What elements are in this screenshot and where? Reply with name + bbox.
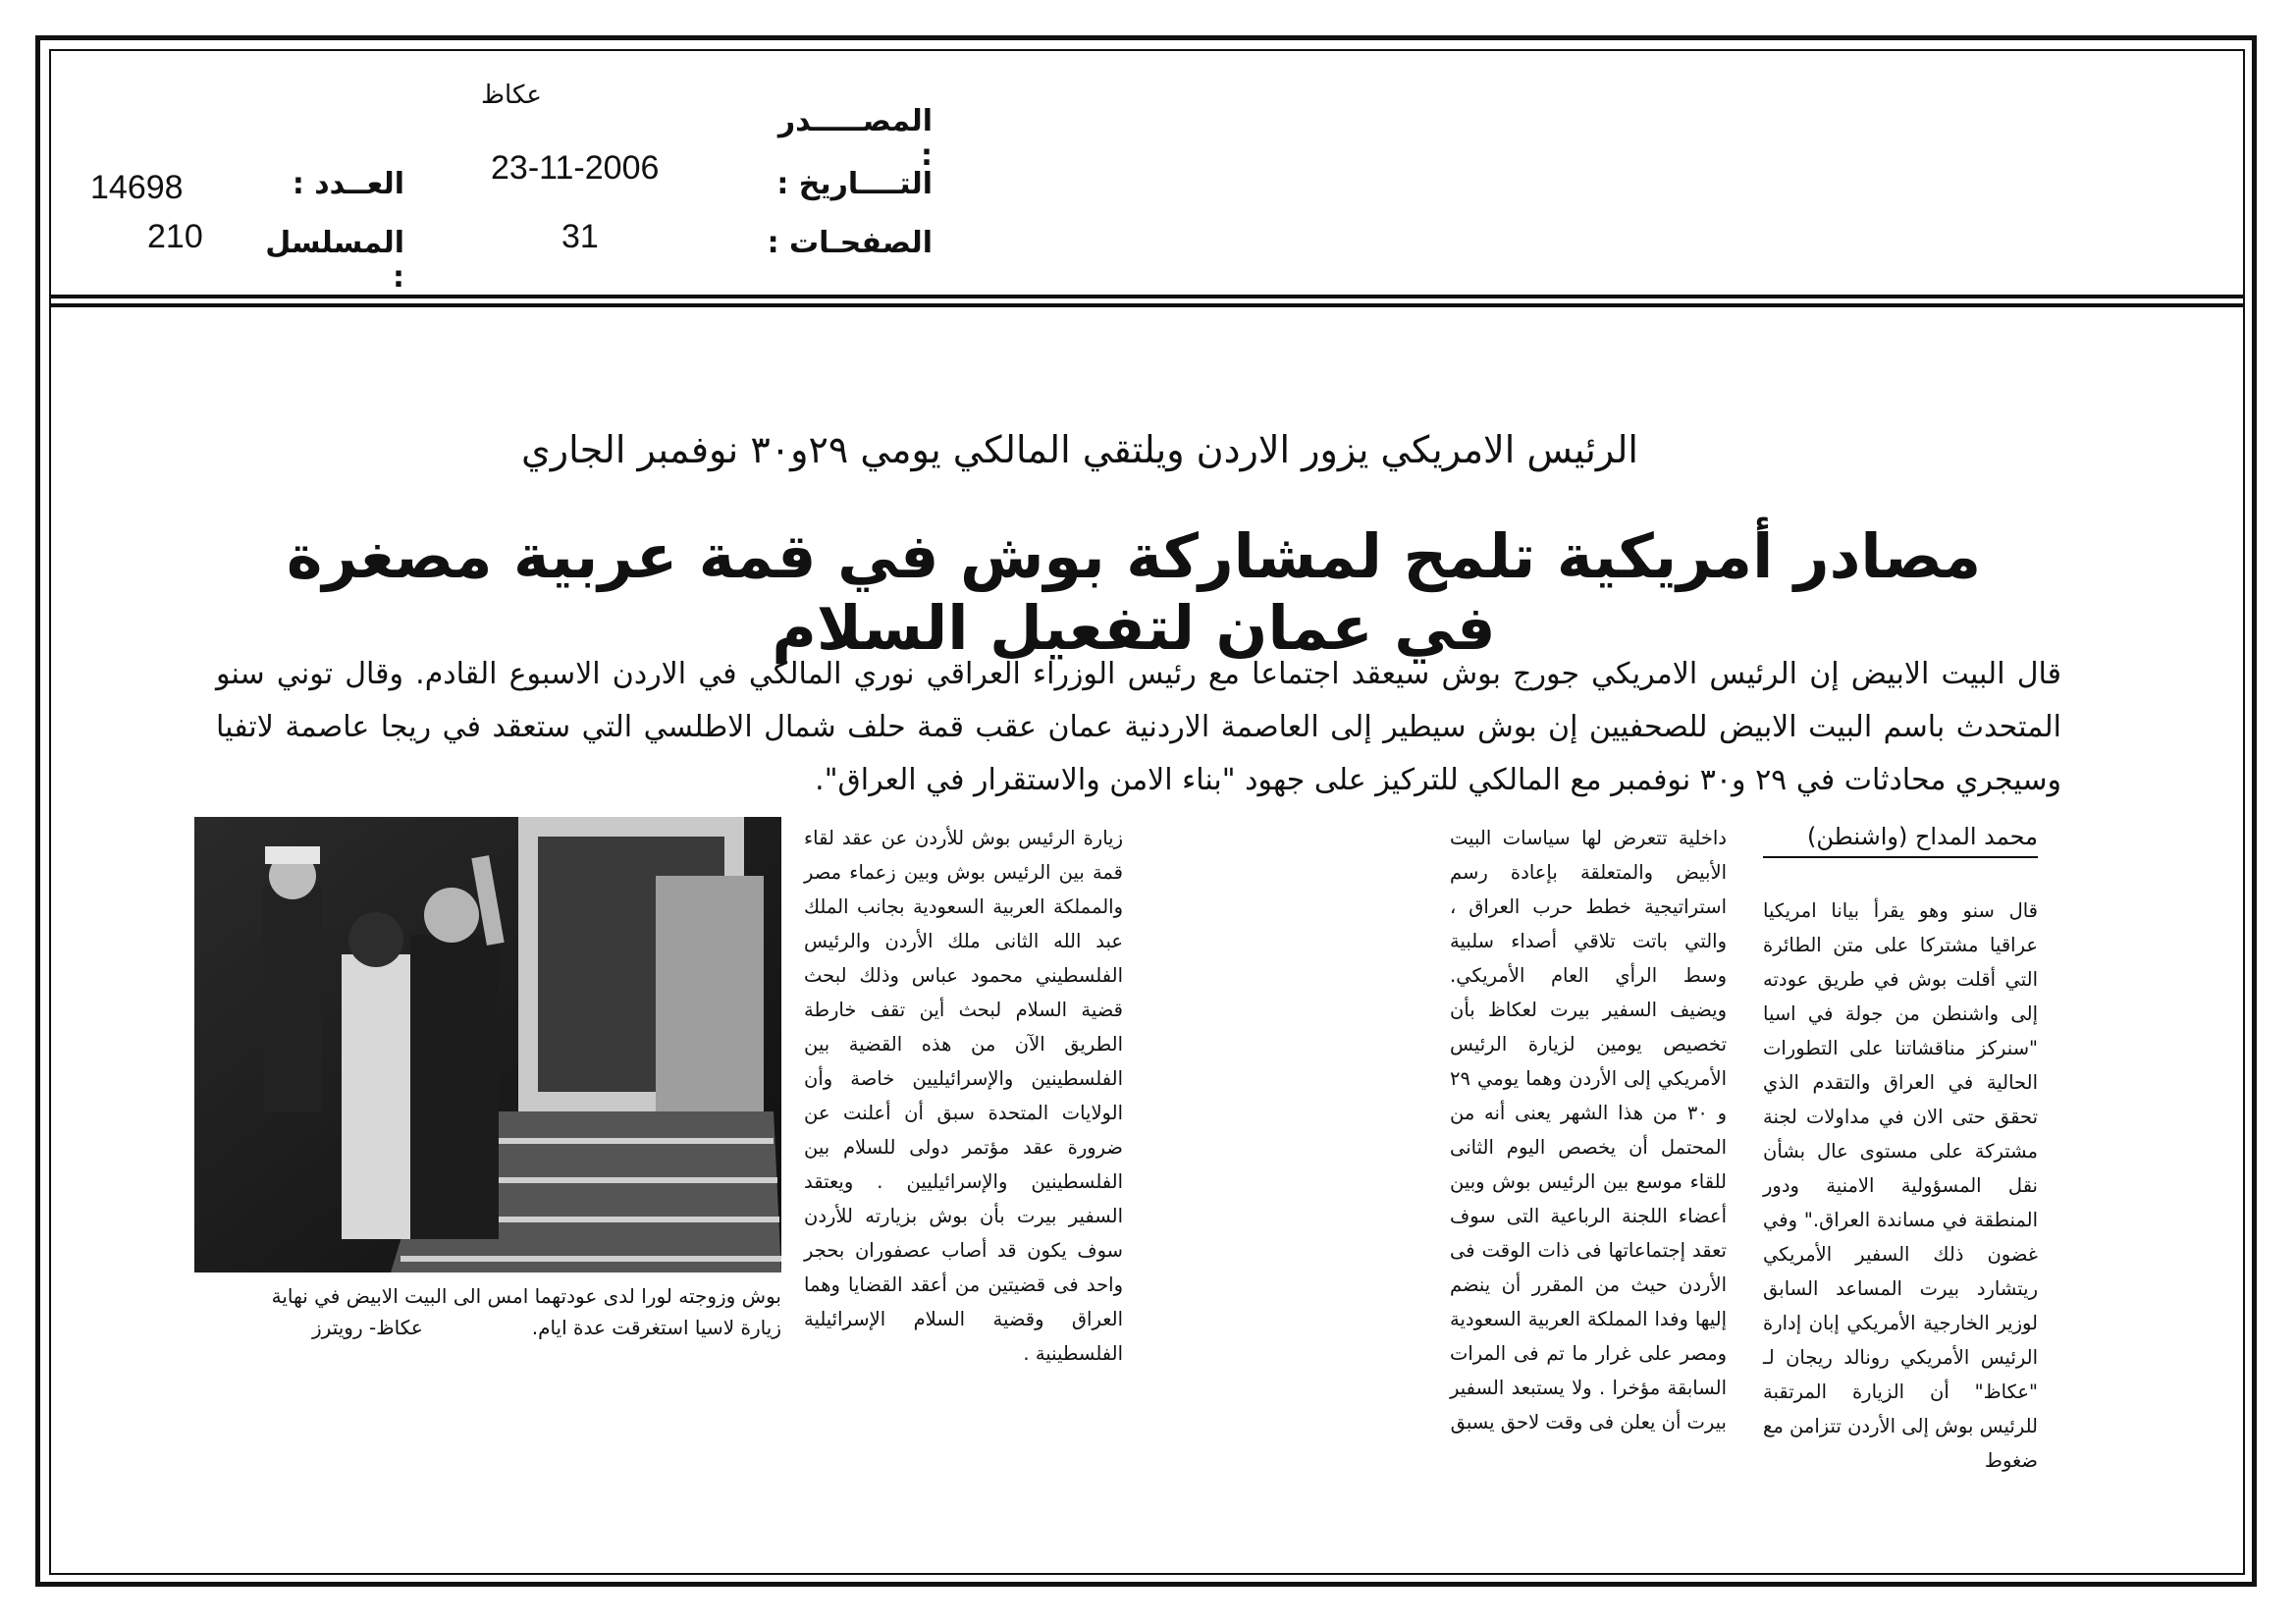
article-column-3: زيارة الرئيس بوش للأردن عن عقد لقاء قمة بين الرئيس بوش وبين زعماء مصر والمملكة العربية السعودية بجانب الملك عبد الله الثانى ملك الأردن والرئيس الفلسطيني محمود عباس وذلك لبحث قضية السلام لبحث أين تقف خارطة الطريق الآن من هذه القضية بين الفلسطينين والإسرائيليين خاصة وأن الولايات المتحدة سبق أن أعلنت عن ضرورة عقد مؤتمر دولى للسلام بين الفلسطينين والإسرائيليين . ويعتقد السفير بيرت بأن بوش بزيارته للأردن سوف يكون قد أصاب عصفوران بحجر واحد فى قضيتين من أعقد القضايا وهما العراق وقضية السلام الإسرائيلية الفلسطينية . bbox=[804, 827, 1123, 1365]
article-kicker: الرئيس الامريكي يزور الاردن ويلتقي المالكي يومي ٢٩و٣٠ نوفمبر الجاري bbox=[521, 428, 1638, 471]
article-lead: قال البيت الابيض إن الرئيس الامريكي جورج بوش سيعقد اجتماعا مع رئيس الوزراء العراقي نوري المالكي في الاردن الاسبوع القادم. وقال توني سنو المتحدث باسم البيت الابيض للصحفيين إن بوش سيطير إلى العاصمة الاردنية عمان عقب قمة حلف شمال الاطلسي التي ستعقد في ريجا عاصمة لاتفيا وسيجري محادثات في ٢٩ و٣٠ نوفمبر مع المالكي للتركيز على جهود "بناء الامن والاستقرار في العراق". bbox=[216, 657, 2061, 797]
article-headline: مصادر أمريكية تلمح لمشاركة بوش في قمة عربية مصغرة في عمان لتفعيل السلام bbox=[286, 520, 1982, 664]
serial-value: 210 bbox=[147, 218, 203, 255]
pages-value: 31 bbox=[561, 218, 599, 255]
photo-caption bbox=[194, 1280, 781, 1343]
header-separator-top bbox=[49, 295, 2245, 298]
article-column-2: داخلية تتعرض لها سياسات البيت الأبيض والمتعلقة بإعادة رسم استراتيجية خطط حرب العراق ، والتي باتت تلاقي أصداء سلبية وسط الرأي العام الأمريكي. ويضيف السفير بيرت لعكاظ بأن تخصيص يومين لزيارة الرئيس الأمريكي إلى الأردن وهما يومي ٢٩ و ٣٠ من هذا الشهر يعنى أنه من المحتمل أن يخصص اليوم الثانى للقاء موسع بين الرئيس بوش وبين أعضاء اللجنة الرباعية التى سوف تعقد إجتماعاتها فى ذات الوقت فى الأردن حيث من المقرر أن ينضم إليها وفدا المملكة العربية السعودية ومصر على غرار ما تم فى المرات السابقة مؤخرا . ولا يستبعد السفير بيرت أن يعلن فى وقت لاحق يسبق bbox=[1450, 827, 1727, 1434]
news-photo bbox=[194, 817, 781, 1272]
caption-line-1: بوش وزوجته لورا لدى عودتهما امس الى البيت الابيض في نهاية bbox=[271, 1284, 781, 1308]
pages-label: الصفحـات : bbox=[767, 226, 933, 260]
caption-credit: عكاظ- رويترز bbox=[312, 1316, 423, 1339]
photo-illustration bbox=[194, 817, 781, 1272]
issue-label: العــدد : bbox=[292, 167, 404, 201]
date-value: 23-11-2006 bbox=[491, 149, 660, 187]
issue-value: 14698 bbox=[90, 169, 184, 206]
date-label: التــــاريخ : bbox=[776, 167, 933, 201]
source-value: عكاظ bbox=[481, 81, 542, 110]
caption-line-2-row bbox=[194, 1312, 781, 1343]
article-byline: محمد المداح (واشنطن) bbox=[1763, 823, 2038, 858]
serial-label: المسلسل : bbox=[265, 226, 404, 295]
article-column-1: قال سنو وهو يقرأ بيانا امريكيا عراقيا مشتركا على متن الطائرة التي أقلت بوش في طريق عودته إلى واشنطن من جولة في اسيا "سنركز مناقشاتنا على التطورات الحالية في العراق والتقدم الذي تحقق حتى الان في مداولات لجنة مشتركة على مستوى عال بشأن نقل المسؤولية الامنية ودور المنطقة في مساندة العراق." وفي غضون ذلك السفير الأمريكي ريتشارد بيرت المساعد السابق لوزير الخارجية الأمريكي إبان إدارة الرئيس الأمريكي رونالد ريجان لـ "عكاظ" أن الزيارة المرتقبة للرئيس بوش إلى الأردن تتزامن مع ضغوط bbox=[1763, 899, 2038, 1472]
source-label: المصـــــدر : bbox=[777, 104, 933, 173]
header-separator-bottom bbox=[49, 303, 2245, 307]
caption-line-2: زيارة لاسيا استغرقت عدة ايام. bbox=[531, 1316, 781, 1339]
